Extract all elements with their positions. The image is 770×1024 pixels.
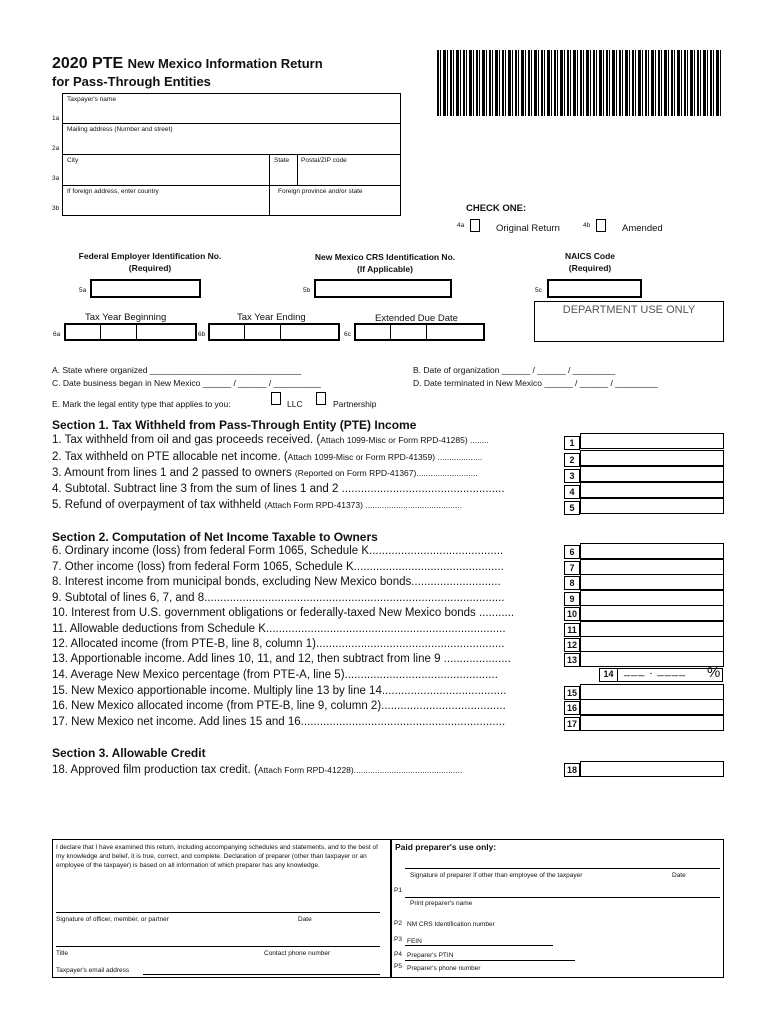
state-organized[interactable]: A. State where organized ________________________________ bbox=[52, 365, 302, 375]
line-amount-field[interactable] bbox=[580, 543, 724, 559]
state-field[interactable] bbox=[271, 165, 295, 183]
line-label: 17. New Mexico net income. Add lines 15 and 16................................................................ bbox=[52, 716, 506, 728]
line-amount-field[interactable] bbox=[580, 636, 724, 652]
line-amount-field[interactable] bbox=[580, 498, 724, 514]
line-label: 12. Allocated income (from PTE-B, line 8, column 1)........................................................... bbox=[52, 638, 505, 650]
nm-crs-label[interactable]: NM CRS Identification number bbox=[407, 921, 495, 928]
section1-title: Section 1. Tax Withheld from Pass-Through Entity (PTE) Income bbox=[52, 418, 417, 432]
line-text bbox=[52, 499, 560, 511]
naics-required: (Required) bbox=[568, 263, 612, 273]
line-label: 7. Other income (loss) from federal Form 1065, Schedule K............................................... bbox=[52, 561, 504, 573]
preparer-name-field[interactable] bbox=[405, 880, 720, 896]
officer-date-label: Date bbox=[298, 916, 312, 923]
foreign-province-field[interactable] bbox=[272, 196, 398, 214]
fein-label bbox=[40, 251, 260, 273]
line-number: 12 bbox=[564, 638, 580, 652]
zip-field[interactable] bbox=[300, 165, 398, 183]
line-amount-field[interactable] bbox=[580, 684, 724, 700]
officer-signature-field[interactable] bbox=[56, 884, 380, 912]
preparer-title: Paid preparer's use only: bbox=[395, 842, 497, 852]
line-number: 4 bbox=[564, 485, 580, 499]
extended-due-input[interactable] bbox=[354, 323, 485, 341]
amended-label: Amended bbox=[622, 223, 663, 234]
line-label: 5. Refund of overpayment of tax withheld bbox=[52, 499, 265, 511]
form-title bbox=[52, 55, 323, 73]
line-text bbox=[52, 483, 560, 495]
line-number: 16 bbox=[564, 701, 580, 715]
line-text bbox=[52, 623, 560, 635]
extended-due-label: Extended Due Date bbox=[375, 313, 458, 324]
fein-label-text: Federal Employer Identification No. bbox=[78, 251, 222, 261]
line-text bbox=[52, 467, 560, 479]
fein-required: (Required) bbox=[128, 263, 172, 273]
naics-label bbox=[540, 251, 640, 273]
title-label: Title bbox=[56, 950, 69, 957]
taxpayer-email-label: Taxpayer's email address bbox=[56, 967, 130, 974]
line-6a-label: 6a bbox=[53, 331, 61, 338]
line-amount-field[interactable] bbox=[580, 450, 724, 466]
section2-title: Section 2. Computation of Net Income Taxable to Owners bbox=[52, 530, 378, 544]
naics-label-text: NAICS Code bbox=[564, 251, 616, 261]
line-number: 15 bbox=[564, 686, 580, 700]
taxpayer-name-field[interactable] bbox=[66, 104, 398, 122]
line-6c-label: 6c bbox=[344, 331, 351, 338]
line-text bbox=[52, 716, 560, 728]
line-number: 10 bbox=[564, 607, 580, 621]
line-amount-field[interactable] bbox=[580, 605, 724, 621]
line-14-number: 14 bbox=[600, 669, 618, 681]
date-began-nm[interactable]: C. Date business began in New Mexico ______ / ______ / __________ bbox=[52, 378, 321, 388]
foreign-country-field[interactable] bbox=[66, 196, 266, 214]
line-18-label: 18. Approved film production tax credit. ( bbox=[52, 764, 258, 776]
line-amount-field[interactable] bbox=[580, 574, 724, 590]
original-return-label: Original Return bbox=[496, 223, 560, 234]
date-organization[interactable]: B. Date of organization ______ / ______ / _________ bbox=[413, 365, 616, 375]
entity-type-label: E. Mark the legal entity type that applies to you: bbox=[52, 399, 231, 409]
line-note: (Attach Form RPD-41373) ......................................... bbox=[264, 500, 463, 510]
line-14-fill: ___ . ____ bbox=[624, 665, 686, 677]
line-14-percent: % bbox=[707, 664, 721, 681]
department-use-label: DEPARTMENT USE ONLY bbox=[562, 304, 696, 316]
line-number: 17 bbox=[564, 717, 580, 731]
original-return-checkbox[interactable] bbox=[470, 219, 480, 232]
form-title-line2: for Pass-Through Entities bbox=[52, 74, 211, 89]
line-6b-label: 6b bbox=[198, 331, 206, 338]
tax-year-end-input[interactable] bbox=[208, 323, 340, 341]
line-label: 1. Tax withheld from oil and gas proceeds received. ( bbox=[52, 434, 321, 446]
line-number: 2 bbox=[564, 453, 580, 467]
tax-year-begin-label: Tax Year Beginning bbox=[85, 312, 167, 323]
form-year: 2020 PTE bbox=[52, 55, 124, 72]
line-amount-field[interactable] bbox=[580, 466, 724, 482]
line-label: 6. Ordinary income (loss) from federal Form 1065, Schedule K.......................................... bbox=[52, 545, 504, 557]
line-18-number: 18 bbox=[564, 763, 580, 777]
line-label: 9. Subtotal of lines 6, 7, and 8.............................................................................................. bbox=[52, 592, 505, 604]
line-number: 13 bbox=[564, 653, 580, 667]
line-text bbox=[52, 685, 560, 697]
row-1a: 1a bbox=[52, 115, 60, 122]
zip-label: Postal/ZIP code bbox=[301, 157, 347, 164]
line-amount-field[interactable] bbox=[580, 482, 724, 498]
section3-title: Section 3. Allowable Credit bbox=[52, 746, 206, 760]
ptin-label[interactable]: Preparer's PTIN bbox=[407, 952, 454, 959]
line-amount-field[interactable] bbox=[580, 621, 724, 637]
line-label: 2. Tax withheld on PTE allocable net income. ( bbox=[52, 451, 288, 463]
line-amount-field[interactable] bbox=[580, 433, 724, 449]
officer-signature-label: Signature of officer, member, or partner bbox=[56, 916, 169, 923]
p5-label: P5 bbox=[394, 963, 402, 970]
line-note: (Reported on Form RPD-41367).......................... bbox=[294, 468, 478, 478]
form-title-line1: New Mexico Information Return bbox=[127, 56, 323, 71]
line-label: 15. New Mexico apportionable income. Multiply line 13 by line 14....................................... bbox=[52, 685, 507, 697]
declaration-text: I declare that I have examined this return, including accompanying schedules and statements, and to the best of my knowledge and belief, it is true, correct, and complete. Declaration of preparer (other than taxpayer or an employee of the taxpayer) is based on all information of which preparer has any knowledge. bbox=[56, 844, 378, 869]
line-text bbox=[52, 451, 560, 463]
city-field[interactable] bbox=[66, 165, 266, 183]
partnership-label: Partnership bbox=[333, 399, 377, 409]
line-4a-label: 4a bbox=[457, 222, 465, 229]
line-text bbox=[52, 700, 560, 712]
line-text bbox=[52, 434, 560, 446]
line-number: 11 bbox=[564, 623, 580, 637]
line-note: Attach 1099-Misc or Form RPD-41359) ................... bbox=[287, 452, 483, 462]
line-14-text: 14. Average New Mexico percentage (from PTE-A, line 5)................................................ bbox=[52, 669, 498, 681]
line-label: 13. Apportionable income. Add lines 10, 11, and 12, then subtract from line 9 ..................... bbox=[52, 653, 511, 665]
crs-input[interactable] bbox=[314, 279, 452, 298]
line-number: 5 bbox=[564, 501, 580, 515]
line-number: 1 bbox=[564, 436, 580, 450]
line-18-amount[interactable] bbox=[580, 761, 724, 777]
print-preparer-label: Print preparer's name bbox=[410, 900, 473, 907]
line-label: 4. Subtotal. Subtract line 3 from the sum of lines 1 and 2 ................................................... bbox=[52, 483, 505, 495]
crs-label bbox=[275, 252, 495, 274]
date-terminated-nm[interactable]: D. Date terminated in New Mexico ______ / ______ / _________ bbox=[413, 378, 658, 388]
line-label: 10. Interest from U.S. government obligations or federally-taxed New Mexico bonds ........... bbox=[52, 607, 515, 619]
line-18-text bbox=[52, 764, 560, 776]
line-number: 8 bbox=[564, 576, 580, 590]
line-text bbox=[52, 638, 560, 650]
line-amount-field[interactable] bbox=[580, 559, 724, 575]
line-label: 16. New Mexico allocated income (from PTE-B, line 9, column 2)....................................... bbox=[52, 700, 506, 712]
p2-label: P2 bbox=[394, 920, 402, 927]
foreign-province-label: Foreign province and/or state bbox=[278, 188, 363, 195]
state-label: State bbox=[274, 157, 290, 164]
line-number: 3 bbox=[564, 469, 580, 483]
line-4b-label: 4b bbox=[583, 222, 591, 229]
tax-year-end-label: Tax Year Ending bbox=[237, 312, 306, 323]
llc-checkbox[interactable] bbox=[271, 392, 281, 405]
line-text bbox=[52, 576, 560, 588]
line-number: 7 bbox=[564, 561, 580, 575]
line-18-note: Attach Form RPD-41228).............................................. bbox=[257, 765, 463, 775]
line-text bbox=[52, 592, 560, 604]
line-number: 6 bbox=[564, 545, 580, 559]
line-text bbox=[52, 653, 560, 665]
preparer-date-label: Date bbox=[672, 872, 686, 879]
check-one-title: CHECK ONE: bbox=[466, 203, 527, 214]
row-2a: 2a bbox=[52, 145, 60, 152]
p1-label: P1 bbox=[394, 887, 402, 894]
contact-phone-label: Contact phone number bbox=[264, 950, 331, 957]
crs-required: (If Applicable) bbox=[357, 264, 413, 274]
line-5a-label: 5a bbox=[79, 287, 87, 294]
preparer-signature-label: Signature of preparer if other than employee of the taxpayer bbox=[410, 872, 583, 879]
line-label: 8. Interest income from municipal bonds, excluding New Mexico bonds............................ bbox=[52, 576, 501, 588]
barcode bbox=[437, 50, 723, 116]
partnership-checkbox[interactable] bbox=[316, 392, 326, 405]
line-5c-label: 5c bbox=[535, 287, 542, 294]
llc-label: LLC bbox=[287, 399, 303, 409]
taxpayer-name-label: Taxpayer's name bbox=[67, 96, 116, 103]
line-label: 11. Allowable deductions from Schedule K........................................................................... bbox=[52, 623, 506, 635]
crs-label-text: New Mexico CRS Identification No. bbox=[314, 252, 456, 262]
line-amount-field[interactable] bbox=[580, 715, 724, 731]
row-3a: 3a bbox=[52, 175, 60, 182]
line-5b-label: 5b bbox=[303, 287, 311, 294]
row-3b: 3b bbox=[52, 205, 60, 212]
p4-label: P4 bbox=[394, 951, 402, 958]
line-number: 9 bbox=[564, 592, 580, 606]
city-label: City bbox=[67, 157, 79, 164]
fein-input[interactable] bbox=[90, 279, 201, 298]
mailing-address-label: Mailing address (Number and street) bbox=[67, 126, 173, 133]
p3-label: P3 bbox=[394, 936, 402, 943]
department-use-box bbox=[534, 301, 724, 342]
line-text bbox=[52, 561, 560, 573]
preparer-phone-label[interactable]: Preparer's phone number bbox=[407, 965, 481, 972]
tax-year-begin-input[interactable] bbox=[64, 323, 197, 341]
line-label: 3. Amount from lines 1 and 2 passed to owners bbox=[52, 467, 295, 479]
foreign-country-label: If foreign address, enter country bbox=[67, 188, 159, 195]
mailing-address-field[interactable] bbox=[66, 134, 398, 152]
amended-checkbox[interactable] bbox=[596, 219, 606, 232]
fein-preparer-label[interactable]: FEIN bbox=[407, 938, 422, 945]
line-text bbox=[52, 607, 560, 619]
line-text bbox=[52, 545, 560, 557]
line-amount-field[interactable] bbox=[580, 699, 724, 715]
naics-input[interactable] bbox=[547, 279, 642, 298]
line-note: Attach 1099-Misc or Form RPD-41285) ........ bbox=[320, 435, 489, 445]
line-amount-field[interactable] bbox=[580, 590, 724, 606]
